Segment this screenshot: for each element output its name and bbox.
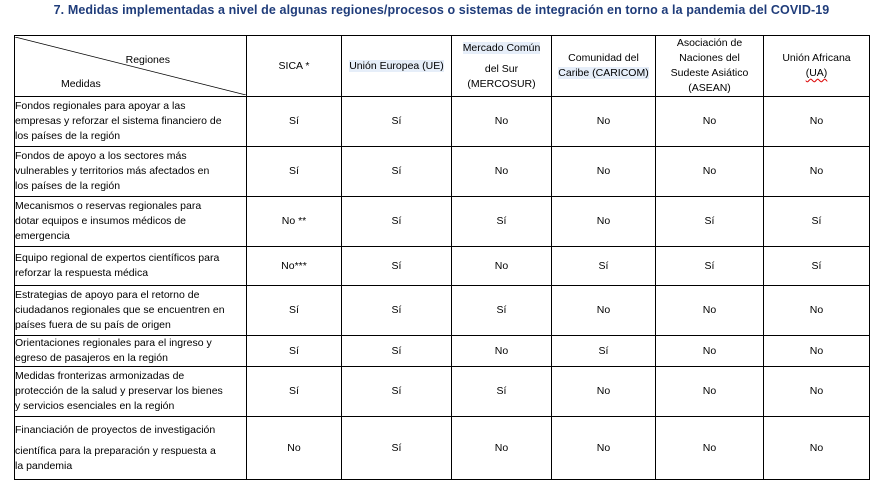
- value-cell: No: [764, 367, 870, 417]
- value-cell: No: [552, 417, 656, 480]
- value-cell: No: [656, 336, 764, 367]
- value-cell: Sí: [452, 197, 552, 247]
- value-cell: Sí: [552, 336, 656, 367]
- value-cell: Sí: [342, 97, 452, 147]
- measure-line: egreso de pasajeros en la región: [15, 352, 168, 364]
- measure-line: los países de la región: [15, 130, 121, 142]
- column-header-label-line: Mercado Común: [462, 41, 541, 54]
- measure-cell: [15, 336, 247, 367]
- column-header-asean: [656, 36, 764, 97]
- value-cell: No: [764, 147, 870, 197]
- column-header-label-line: (MERCOSUR): [467, 77, 536, 90]
- column-header-label-line: del Sur: [484, 62, 519, 75]
- value-cell: No: [552, 97, 656, 147]
- value-cell: No: [452, 247, 552, 286]
- value-cell: Sí: [656, 197, 764, 247]
- value-cell: No***: [247, 247, 342, 286]
- measure-line: Fondos de apoyo a los sectores más: [15, 150, 187, 162]
- measure-line: protección de la salud y preservar los bienes: [15, 385, 223, 397]
- table-row: [15, 197, 870, 247]
- measure-line: Mecanismos o reservas regionales para: [15, 200, 202, 212]
- column-header-label-line: Caribe (CARICOM): [558, 67, 649, 79]
- table-row: [15, 286, 870, 336]
- value-cell: Sí: [342, 197, 452, 247]
- value-cell: No: [764, 336, 870, 367]
- measure-line: países fuera de su país de origen: [15, 319, 171, 331]
- value-cell: Sí: [452, 367, 552, 417]
- measures-table: [14, 35, 870, 480]
- value-cell: No: [552, 367, 656, 417]
- column-header-ue: [342, 36, 452, 97]
- corner-measures-label: Medidas: [61, 78, 101, 90]
- value-cell: Sí: [342, 147, 452, 197]
- column-header-mercosur: [452, 36, 552, 97]
- value-cell: Sí: [247, 367, 342, 417]
- measure-cell: [15, 97, 247, 147]
- value-cell: Sí: [247, 147, 342, 197]
- table-row: [15, 417, 870, 480]
- value-cell: Sí: [764, 197, 870, 247]
- measure-line: científica para la preparación y respuesta a: [15, 444, 216, 457]
- measure-line: los países de la región: [15, 180, 121, 192]
- value-cell: Sí: [656, 247, 764, 286]
- column-header-label-line: Sudeste Asiático: [670, 67, 749, 79]
- column-header-sica: [247, 36, 342, 97]
- value-cell: No: [452, 336, 552, 367]
- value-cell: No: [452, 417, 552, 480]
- measure-line: Medidas fronterizas armonizadas de: [15, 370, 185, 382]
- measure-line: empresas y reforzar el sistema financiero de: [15, 115, 222, 127]
- column-header-label-line: (UA): [805, 67, 828, 79]
- table-row: [15, 97, 870, 147]
- column-header-label: Unión Europea (UE): [349, 59, 444, 72]
- value-cell: Sí: [247, 97, 342, 147]
- value-cell: Sí: [342, 336, 452, 367]
- measure-line: vulnerables y territorios más afectados en: [15, 165, 210, 177]
- measure-cell: [15, 197, 247, 247]
- measure-line: dotar equipos e insumos médicos de: [15, 215, 187, 227]
- column-header-label: SICA *: [278, 59, 310, 72]
- value-cell: No: [764, 97, 870, 147]
- value-cell: No: [452, 97, 552, 147]
- table-row: [15, 336, 870, 367]
- value-cell: No: [656, 286, 764, 336]
- column-header-label-line: Asociación de: [676, 37, 743, 49]
- value-cell: No: [656, 147, 764, 197]
- column-header-label-line: Naciones del: [679, 52, 740, 64]
- measure-line: Fondos regionales para apoyar a las: [15, 100, 186, 112]
- measure-line: reforzar la respuesta médica: [15, 267, 149, 279]
- measure-line: Estrategias de apoyo para el retorno de: [15, 289, 200, 301]
- value-cell: Sí: [342, 417, 452, 480]
- header-row: [15, 36, 870, 97]
- measure-cell: [15, 247, 247, 286]
- column-header-label-line: Comunidad del: [568, 52, 639, 64]
- document-title: 7. Medidas implementadas a nivel de algunas regiones/procesos o sistemas de integración en torno a la pandemia del COVID-19: [53, 3, 830, 17]
- value-cell: No: [656, 97, 764, 147]
- value-cell: Sí: [764, 247, 870, 286]
- value-cell: No: [452, 147, 552, 197]
- measure-cell: [15, 417, 247, 480]
- value-cell: No: [552, 286, 656, 336]
- value-cell: Sí: [247, 336, 342, 367]
- column-header-label-line: Unión Africana: [782, 52, 851, 64]
- measure-line: Financiación de proyectos de investigación: [15, 423, 216, 436]
- measure-line: y servicios esenciales en la región: [15, 400, 175, 412]
- measure-line: Equipo regional de expertos científicos para: [15, 252, 220, 264]
- value-cell: No: [656, 417, 764, 480]
- value-cell: Sí: [452, 286, 552, 336]
- measure-line: emergencia: [15, 230, 70, 242]
- measure-line: la pandemia: [15, 459, 73, 472]
- value-cell: No **: [247, 197, 342, 247]
- value-cell: Sí: [342, 247, 452, 286]
- measure-cell: [15, 367, 247, 417]
- value-cell: Sí: [342, 286, 452, 336]
- value-cell: Sí: [247, 286, 342, 336]
- value-cell: No: [552, 197, 656, 247]
- value-cell: No: [247, 417, 342, 480]
- corner-regions-label: Regiones: [125, 54, 170, 66]
- value-cell: Sí: [552, 247, 656, 286]
- measure-cell: [15, 147, 247, 197]
- column-header-label-line: (ASEAN): [688, 82, 731, 94]
- table-row: [15, 367, 870, 417]
- value-cell: No: [552, 147, 656, 197]
- column-header-ua: [764, 36, 870, 97]
- measure-line: ciudadanos regionales que se encuentren en: [15, 304, 225, 316]
- measure-line: Orientaciones regionales para el ingreso y: [15, 337, 212, 349]
- value-cell: No: [764, 417, 870, 480]
- corner-header-cell: [15, 36, 247, 97]
- value-cell: No: [656, 367, 764, 417]
- value-cell: No: [764, 286, 870, 336]
- measure-cell: [15, 286, 247, 336]
- table-row: [15, 247, 870, 286]
- value-cell: Sí: [342, 367, 452, 417]
- table-row: [15, 147, 870, 197]
- column-header-caricom: [552, 36, 656, 97]
